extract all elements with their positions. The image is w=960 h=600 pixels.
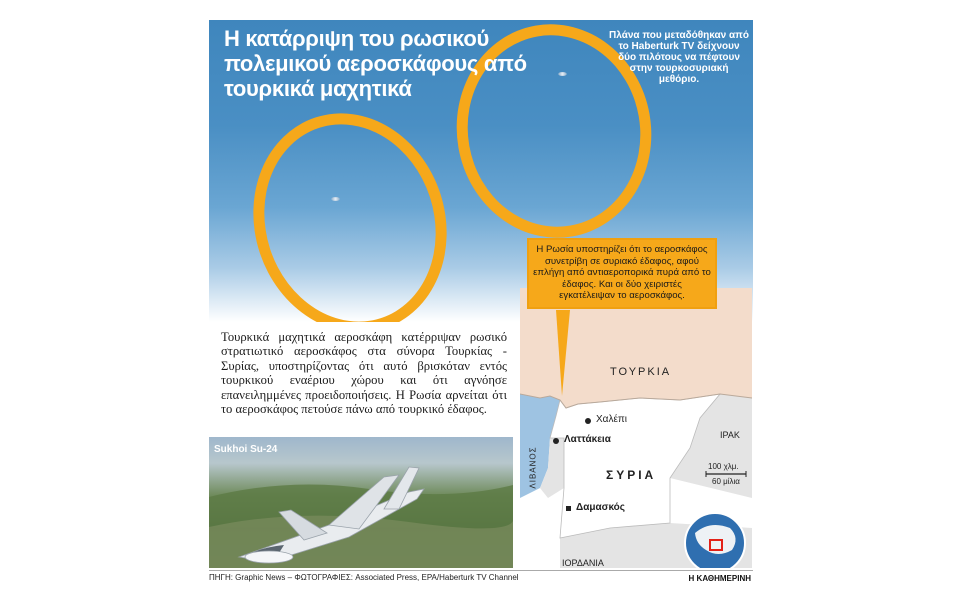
callout-box: Η Ρωσία υποστηρίζει ότι το αεροσκάφος συνετρίβη σε συριακό έδαφος, αφού επλήγη από αντιαεροπορικά πυρά από το έδαφος. Και οι δύο χειριστές εγκατέλειψαν το αεροσκάφος. bbox=[527, 238, 717, 309]
label-iraq: ΙΡΑΚ bbox=[720, 430, 740, 440]
page-title: Η κατάρριψη του ρωσικού πολεμικού αεροσκάφους από τουρκικά μαχητικά bbox=[224, 26, 527, 101]
scale-km: 100 χλμ. bbox=[708, 462, 739, 471]
highlight-ring-left bbox=[225, 88, 474, 322]
label-aleppo: Χαλέπι bbox=[596, 414, 628, 425]
source-credit: ΠΗΓΗ: Graphic News – ΦΩΤΟΓΡΑΦΙΕΣ: Associated Press, EPA/Haberturk TV Channel bbox=[209, 573, 519, 582]
label-jordan: ΙΟΡΔΑΝΙΑ bbox=[562, 558, 604, 568]
label-syria: ΣΥΡΙΑ bbox=[606, 468, 657, 482]
su24-illustration bbox=[209, 437, 513, 568]
falling-object-left bbox=[331, 197, 340, 201]
lead-paragraph: Τουρκικά μαχητικά αεροσκάφη κατέρριψαν ρωσικό στρατιωτικό αεροσκάφος στα σύνορα Τουρκίας - Συρίας, υποστηρίζοντας ότι αυτό βρισκόταν εντός τουρκικού εναέριου χώρου και ότι αγνόησε επανειλημμένες προειδοποιήσεις. Η Ρωσία αρνείται ότι το αεροσκάφος πετούσε πάνω από τουρκικό έδαφος. bbox=[221, 330, 507, 417]
label-latakia: Λαττάκεια bbox=[564, 434, 611, 445]
footer-rule bbox=[209, 570, 753, 571]
photo-label: Sukhoi Su-24 bbox=[214, 444, 278, 455]
scale-mi: 60 μίλια bbox=[712, 477, 740, 486]
infographic-card bbox=[209, 20, 753, 591]
callout-pointer bbox=[554, 310, 574, 400]
publisher-brand: Η ΚΑΘΗΜΕΡΙΝΗ bbox=[688, 574, 751, 583]
aircraft-photo bbox=[209, 437, 513, 568]
falling-object-right bbox=[558, 72, 567, 76]
top-caption: Πλάνα που μεταδόθηκαν από το Haberturk TV δείχνουν δύο πιλότους να πέφτουν στην τουρκοσυριακή μεθόριο. bbox=[609, 30, 749, 85]
label-lebanon: ΛΙΒΑΝΟΣ bbox=[528, 446, 538, 489]
label-damascus: Δαμασκός bbox=[576, 502, 625, 513]
label-turkey: ΤΟΥΡΚΙΑ bbox=[610, 366, 672, 378]
